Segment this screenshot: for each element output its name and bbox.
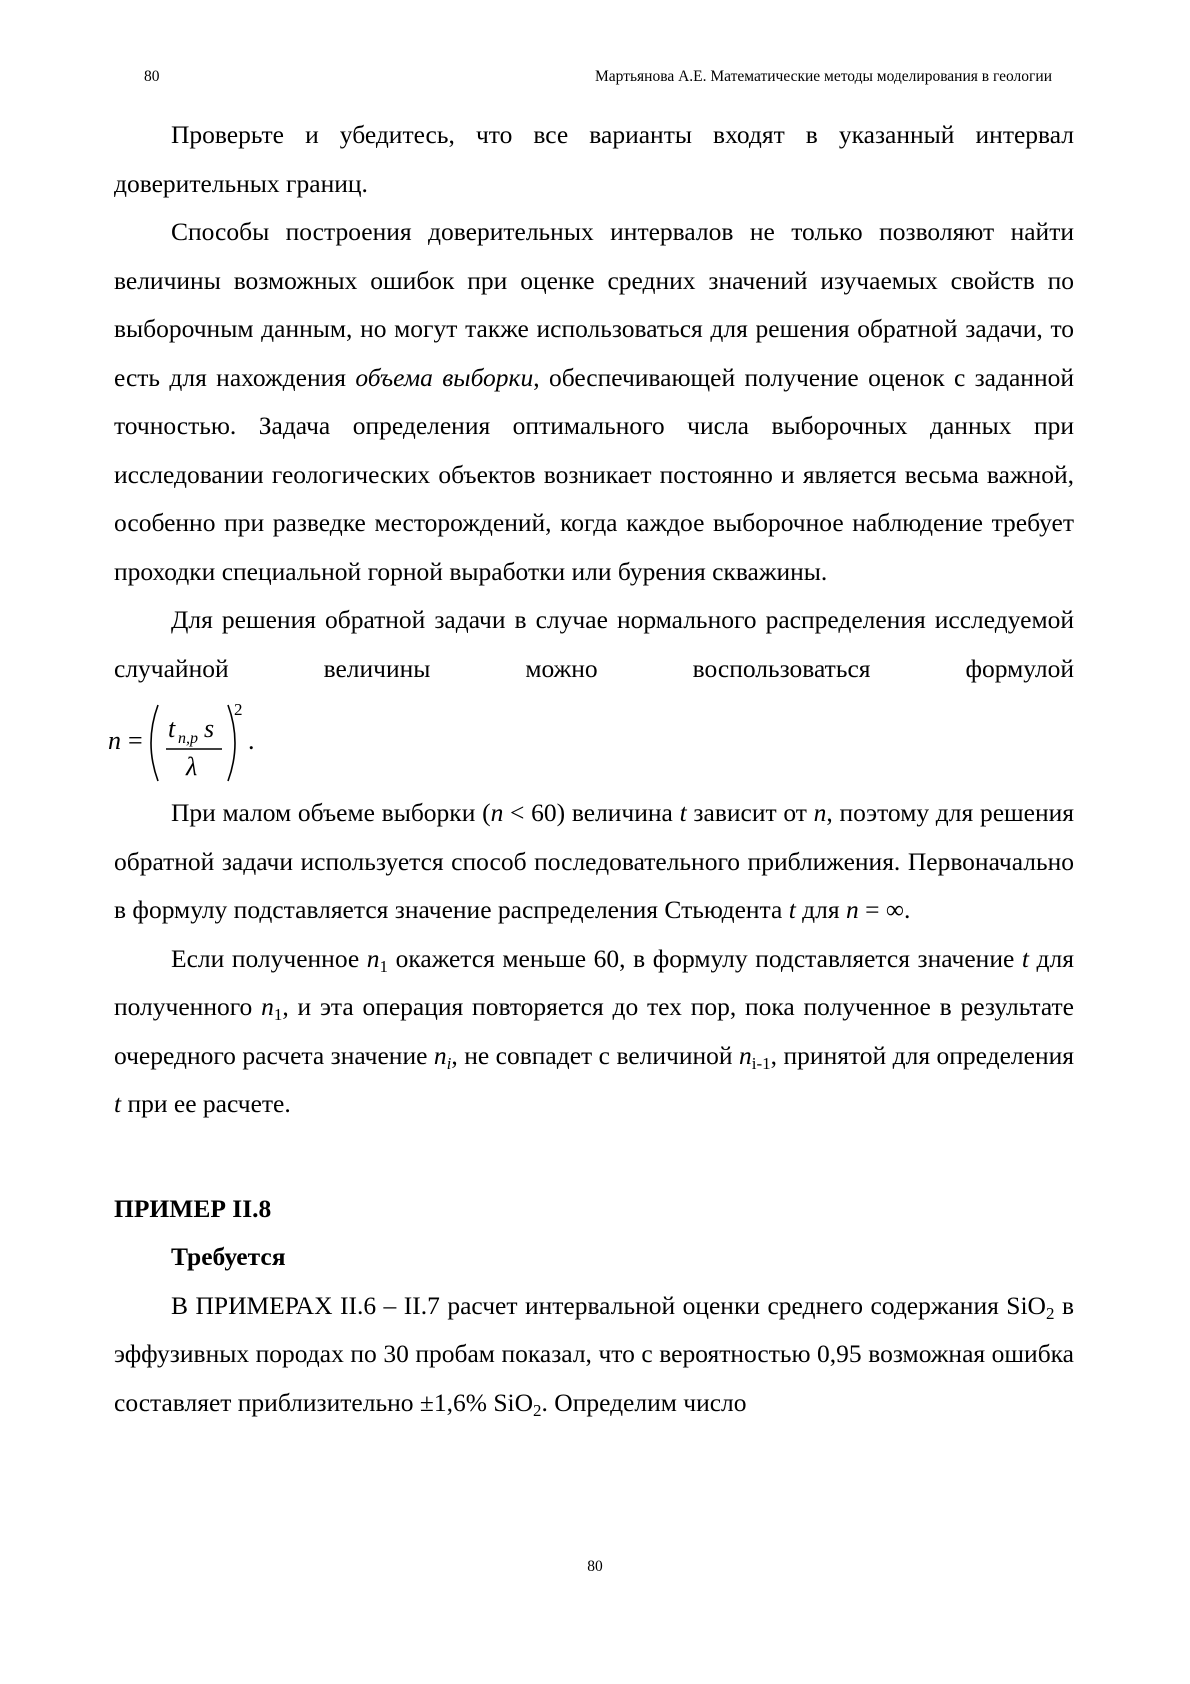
page-body bbox=[108, 111, 1075, 1427]
paragraph-4 bbox=[114, 789, 1074, 935]
sample-size-formula bbox=[108, 693, 1074, 789]
example-sub-a: 2 bbox=[1045, 1303, 1055, 1323]
p5-b: окажется меньше 60, в формулу подставляется значение bbox=[388, 943, 1022, 973]
p4-d: , поэтому для решения обратной задачи используется способ последовательного приближения. Первоначально в формулу подставляется значение распределения Стьюдента bbox=[114, 798, 1075, 924]
formula-period: . bbox=[248, 726, 255, 755]
left-paren bbox=[151, 705, 158, 781]
p5-sub1: 1 bbox=[379, 956, 389, 976]
p5-subi: i bbox=[446, 1053, 452, 1073]
p5-n1: n bbox=[366, 943, 380, 973]
example-text-a: В ПРИМЕРАХ II.6 – II.7 расчет интервальной оценки среднего содержания SiO bbox=[171, 1290, 1046, 1320]
p5-c: для полученного bbox=[114, 943, 1074, 1021]
p4-n2: n bbox=[813, 798, 827, 827]
formula-power: 2 bbox=[234, 700, 243, 719]
example-text-b: в эффузивных породах по 30 пробам показал, что с вероятностью 0,95 возможная ошибка составляет приблизительно ±1,6% SiO bbox=[114, 1290, 1074, 1417]
example-text-c: . Определим число bbox=[541, 1387, 747, 1417]
p4-t: t bbox=[679, 798, 687, 827]
example-heading: ПРИМЕР II.8 bbox=[114, 1193, 272, 1223]
p5-f: , принятой для определения bbox=[770, 1040, 1075, 1070]
p2-text-a: Способы построения доверительных интервалов не только позволяют найти величины возможных ошибок при оценке средних значений изучаемых свойств по выборочным данным, но могут также использоваться для решения обратной задачи, то есть для нахождения bbox=[114, 217, 1074, 392]
p5-t2: t bbox=[114, 1089, 122, 1118]
example-text bbox=[114, 1282, 1074, 1428]
p2-emphasis: объема выборки bbox=[355, 362, 534, 392]
p5-subi1: i-1 bbox=[751, 1053, 771, 1073]
formula-num-sub: n,p bbox=[178, 730, 198, 747]
formula-den: λ bbox=[186, 752, 198, 781]
p5-n2: n bbox=[261, 992, 274, 1021]
formula-equals: = bbox=[128, 726, 143, 755]
formula-num-t: t bbox=[168, 714, 176, 743]
example-sub-b: 2 bbox=[533, 1400, 542, 1420]
p4-e: для bbox=[795, 895, 846, 924]
p4-f: = ∞. bbox=[858, 895, 911, 924]
p4-t2: t bbox=[788, 895, 796, 924]
p2-text-b: , обеспечивающей получение оценок с заданной точностью. Задача определения оптимального числа выборочных данных при исследовании геологических объектов возникает постоянно и является весьма важной, особенно при разведке месторождений, когда каждое выборочное наблюдение требует проходки специальной горной выработки или бурения скважины. bbox=[114, 362, 1074, 586]
p5-sub2: 1 bbox=[273, 1005, 283, 1024]
page-footer bbox=[0, 1558, 1190, 1576]
p5-e: , не совпадет с величиной bbox=[451, 1040, 740, 1070]
paragraph-3: Для решения обратной задачи в случае нормального распределения исследуемой случайной величины можно воспользоваться формулой bbox=[114, 605, 1074, 683]
p4-n: n bbox=[490, 798, 504, 827]
paragraph-5 bbox=[114, 935, 1074, 1129]
p5-d: , и эта операция повторяется до тех пор, пока полученное в результате очередного расчета значение bbox=[114, 992, 1075, 1070]
p5-g: при ее расчете. bbox=[121, 1089, 291, 1118]
running-title: Мартьянова А.Е. Математические методы моделирования в геологии bbox=[594, 68, 1052, 85]
p4-c: зависит от bbox=[686, 798, 814, 827]
p4-a: При малом объеме выборки ( bbox=[171, 798, 491, 827]
formula-num-s: s bbox=[204, 714, 215, 743]
header-page-number: 80 bbox=[144, 68, 160, 85]
paragraph-2 bbox=[114, 208, 1074, 596]
p5-ni1: n bbox=[739, 1040, 752, 1070]
formula-svg bbox=[108, 693, 308, 789]
p4-b: < 60) величина bbox=[503, 798, 680, 827]
p5-ni: n bbox=[433, 1040, 447, 1070]
formula-lhs: n bbox=[108, 726, 121, 755]
p5-t: t bbox=[1021, 943, 1029, 973]
example-subheading: Требуется bbox=[171, 1242, 286, 1271]
paragraph-1: Проверьте и убедитесь, что все варианты входят в указанный интервал доверительных границ. bbox=[114, 120, 1074, 198]
p4-n3: n bbox=[845, 895, 859, 924]
footer-page-number: 80 bbox=[587, 1558, 603, 1575]
p5-a: Если полученное bbox=[171, 943, 367, 973]
